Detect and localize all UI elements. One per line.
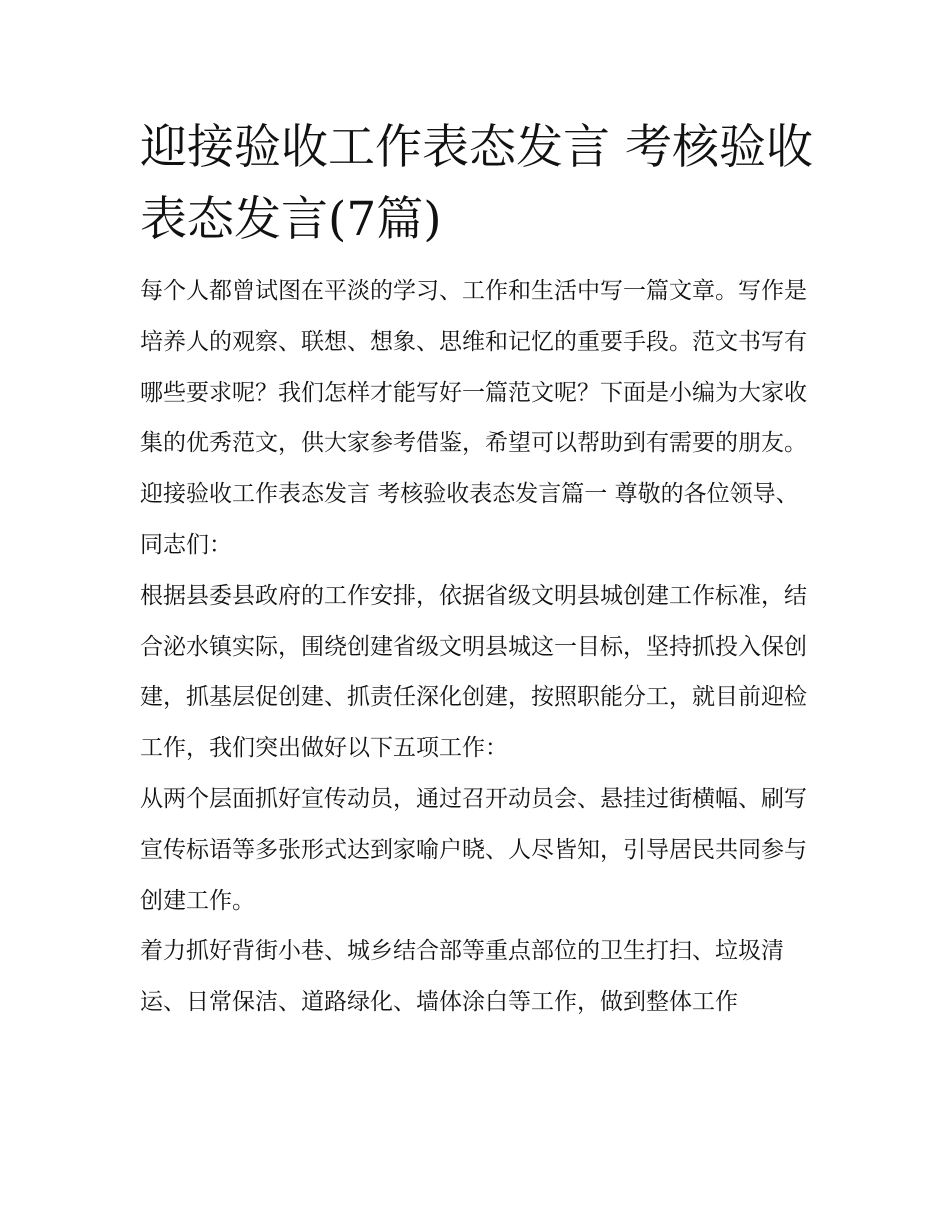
paragraph-intro: 每个人都曾试图在平淡的学习、工作和生活中写一篇文章。写作是培养人的观察、联想、想象、思维和记忆的重要手段。范文书写有哪些要求呢？我们怎样才能写好一篇范文呢？下面是小编为大家收集的优秀范文，供大家参考借鉴，希望可以帮助到有需要的朋友。 [140, 278, 807, 457]
paragraph-sanitation: 着力抓好背街小巷、城乡结合部等重点部位的卫生打扫、垃圾清运、日常保洁、道路绿化、墙体涂白等工作，做到整体工作 [140, 938, 784, 1016]
document-title: 迎接验收工作表态发言 考核验收表态发言(7篇) [140, 120, 813, 247]
paragraph-work-arrangement: 根据县委县政府的工作安排，依据省级文明县城创建工作标准，结合泌水镇实际，围绕创建省级文明县城这一目标，坚持抓投入保创建，抓基层促创建、抓责任深化创建，按照职能分工，就目前迎检工作，我们突出做好以下五项工作： [140, 582, 807, 762]
document-body [140, 112, 815, 1028]
paragraph-section-heading: 迎接验收工作表态发言 考核验收表态发言篇一 尊敬的各位领导、同志们： [140, 481, 799, 558]
paragraph-publicity: 从两个层面抓好宣传动员，通过召开动员会、悬挂过街横幅、刷写宣传标语等多张形式达到家喻户晓、人尽皆知，引导居民共同参与创建工作。 [140, 785, 807, 914]
